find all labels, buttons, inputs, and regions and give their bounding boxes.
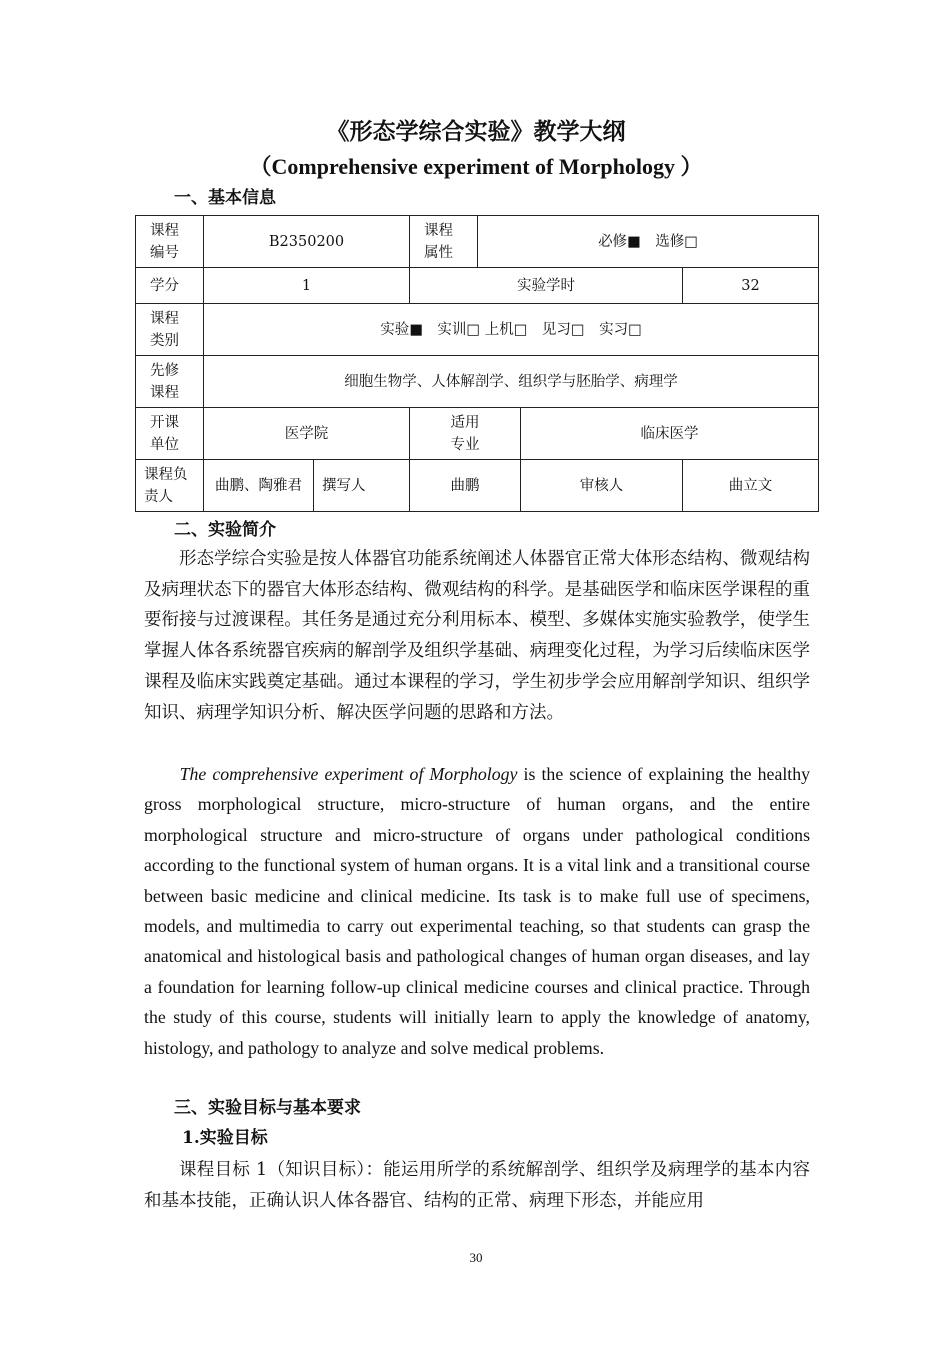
basic-info-table [135,215,819,512]
value-lab-hours: 32 [683,268,819,304]
value-course-category: 实验■ 实训□ 上机□ 见习□ 实习□ [204,304,819,356]
value-author: 曲鹏 [410,460,521,512]
subheading-lab-objectives: 1.实验目标 [182,1128,268,1148]
label-author: 撰写人 [314,460,410,512]
label-course-code: 课程 编号 [136,216,204,268]
intro-paragraph-english [144,759,810,1063]
value-reviewer: 曲立文 [683,460,819,512]
document-title: 《形态学综合实验》教学大纲 [326,118,626,145]
label-credits: 学分 [136,268,204,304]
value-applicable-major: 临床医学 [521,408,819,460]
page-number: 30 [469,1250,483,1265]
table-row [136,460,819,512]
course-name-italic: The comprehensive experiment of Morphology [179,764,518,784]
label-offering-unit: 开课 单位 [136,408,204,460]
section-heading-intro: 二、实验简介 [174,520,276,540]
section-heading-objectives: 三、实验目标与基本要求 [174,1098,361,1118]
table-row [136,268,819,304]
value-offering-unit: 医学院 [204,408,410,460]
table-row [136,216,819,268]
table-row [136,356,819,408]
table-row [136,304,819,356]
label-course-leader: 课程负 责人 [136,460,204,512]
label-lab-hours: 实验学时 [410,268,683,304]
document-subtitle-english: （Comprehensive experiment of Morphology ） [249,154,703,179]
label-course-attribute: 课程 属性 [410,216,478,268]
intro-paragraph-chinese: 形态学综合实验是按人体器官功能系统阐述人体器官正常大体形态结构、微观结构及病理状态下的器官大体形态结构、微观结构的科学。是基础医学和临床医学课程的重要衔接与过渡课程。其任务是通过充分利用标本、模型、多媒体实施实验教学，使学生掌握人体各系统器官疾病的解剖学及组织学基础、病理变化过程，为学习后续临床医学课程及临床实践奠定基础。通过本课程的学习，学生初步学会应用解剖学知识、组织学知识、病理学知识分析、解决医学问题的思路和方法。 [144,549,810,723]
label-applicable-major: 适用 专业 [410,408,521,460]
section-heading-basic-info: 一、基本信息 [174,188,276,208]
table-row [136,408,819,460]
value-prerequisites: 细胞生物学、人体解剖学、组织学与胚胎学、病理学 [204,356,819,408]
value-course-code: B2350200 [204,216,410,268]
label-course-category: 课程 类别 [136,304,204,356]
value-course-attribute: 必修■ 选修□ [478,216,819,268]
intro-english-body: is the science of explaining the healthy gross morphological structure, micro-structure of human organs, and the entire morphological structure and micro-structure of organs under pathological conditions according to the functional system of human organs. It is a vital link and a transitional course between basic medicine and clinical medicine. Its task is to make full use of specimens, models, and multimedia to carry out experimental teaching, so that students can grasp the anatomical and histological basis and pathological changes of human organ diseases, and lay a foundation for learning follow-up clinical medicine courses and clinical practice. Through the study of this course, students will initially learn to apply the knowledge of anatomy, histology, and pathology to analyze and solve medical problems. [144,764,811,1058]
label-reviewer: 审核人 [521,460,683,512]
value-credits: 1 [204,268,410,304]
value-course-leader: 曲鹏、陶雅君 [204,460,314,512]
label-prerequisites: 先修 课程 [136,356,204,408]
objective-paragraph: 课程目标 1（知识目标）：能运用所学的系统解剖学、组织学及病理学的基本内容和基本技能，正确认识人体各器官、结构的正常、病理下形态，并能应用 [144,1160,810,1211]
